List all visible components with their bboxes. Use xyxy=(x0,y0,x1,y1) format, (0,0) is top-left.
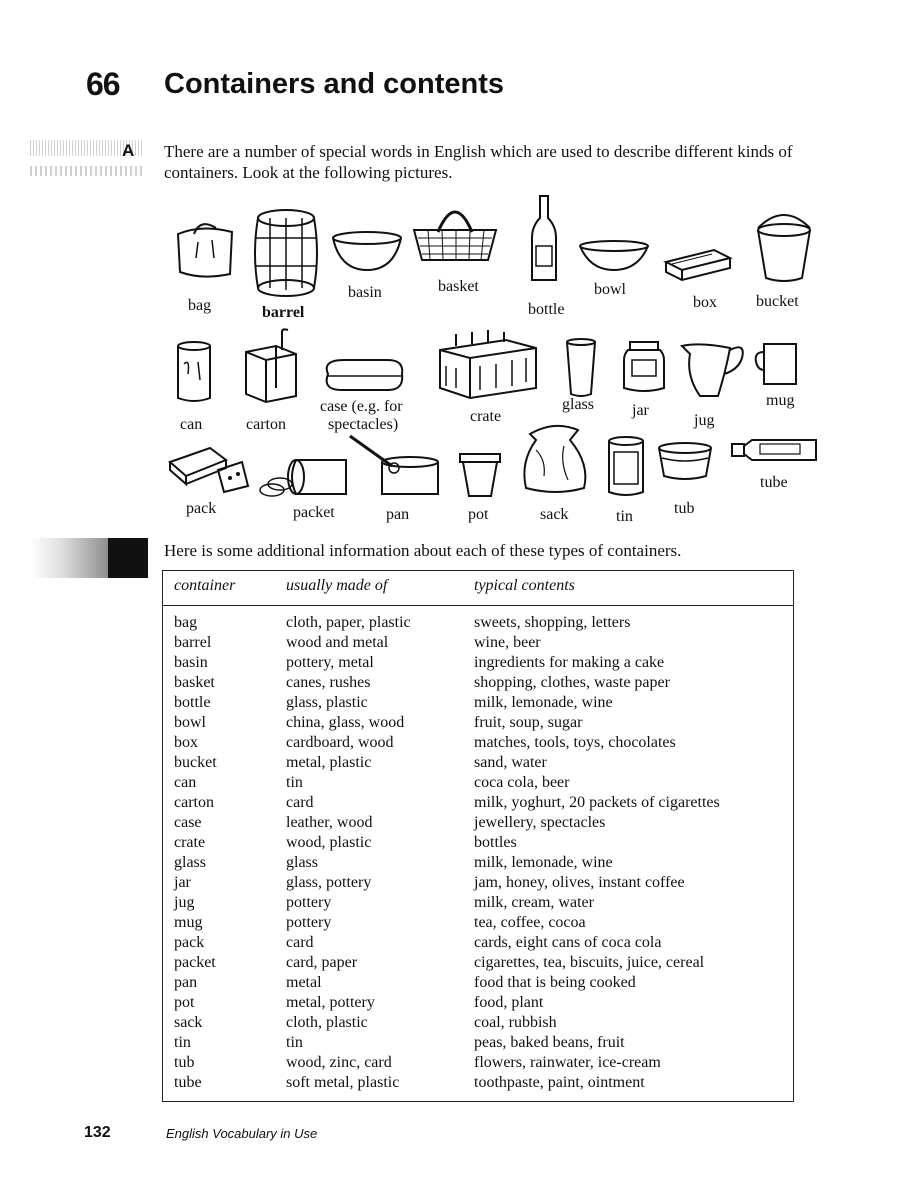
table-cell: flowers, rainwater, ice-cream xyxy=(474,1054,661,1071)
label-tin: tin xyxy=(616,508,633,525)
tube-icon xyxy=(730,436,820,464)
label-pot: pot xyxy=(468,506,489,523)
table-cell: carton xyxy=(174,794,214,811)
section-a-intro: There are a number of special words in English which are used to describe different kinds of containers. Look at the following pictures. xyxy=(164,142,793,182)
table-cell: soft metal, plastic xyxy=(286,1074,400,1091)
label-sack: sack xyxy=(540,506,569,523)
table-cell: matches, tools, toys, chocolates xyxy=(474,734,676,751)
pack-icon xyxy=(168,446,248,494)
table-cell: jug xyxy=(174,894,195,911)
table-cell: card, paper xyxy=(286,954,358,971)
label-barrel: barrel xyxy=(262,304,305,321)
can-icon xyxy=(174,340,214,404)
table-cell: toothpaste, paint, ointment xyxy=(474,1074,645,1091)
table-cell: glass xyxy=(286,854,318,871)
label-jug: jug xyxy=(694,412,715,429)
table-cell: coca cola, beer xyxy=(474,774,570,791)
table-cell: cigarettes, tea, biscuits, juice, cereal xyxy=(474,954,705,971)
table-cell: barrel xyxy=(174,634,212,651)
crate-icon xyxy=(436,330,540,400)
table-cell: basin xyxy=(174,654,208,671)
table-cell: wood, zinc, card xyxy=(286,1054,392,1071)
label-glass: glass xyxy=(562,396,594,413)
page-number: 132 xyxy=(84,1124,111,1141)
book-title: English Vocabulary in Use xyxy=(166,1126,318,1141)
table-cell: pot xyxy=(174,994,195,1011)
section-a-dots xyxy=(30,166,144,176)
table-cell: jewellery, spectacles xyxy=(474,814,606,831)
table-cell: china, glass, wood xyxy=(286,714,405,731)
section-a-letter: A xyxy=(122,141,135,160)
table-cell: pack xyxy=(174,934,205,951)
label-crate: crate xyxy=(470,408,502,425)
section-b-block xyxy=(108,538,148,578)
header-contents: typical contents xyxy=(474,577,575,594)
table-cell: case xyxy=(174,814,202,831)
glass-icon xyxy=(564,338,598,398)
basin-icon xyxy=(330,230,404,274)
packet-icon xyxy=(256,454,352,502)
bag-icon xyxy=(172,218,238,282)
table-cell: bottle xyxy=(174,694,211,711)
box-icon xyxy=(664,248,732,282)
label-jar: jar xyxy=(632,402,649,419)
table-cell: sand, water xyxy=(474,754,547,771)
pan-icon xyxy=(346,434,442,502)
table-cell: pottery, metal xyxy=(286,654,374,671)
table-cell: wood, plastic xyxy=(286,834,372,851)
table-cell: shopping, clothes, waste paper xyxy=(474,674,670,691)
pot-icon xyxy=(458,452,502,498)
tin-icon xyxy=(606,436,646,498)
section-b-intro: Here is some additional information about each of these types of containers. xyxy=(164,541,682,560)
table-cell: wine, beer xyxy=(474,634,541,651)
table-cell: milk, cream, water xyxy=(474,894,594,911)
table-cell: basket xyxy=(174,674,215,691)
table-cell: tin xyxy=(174,1034,191,1051)
container-pictures xyxy=(150,190,850,540)
table-cell: milk, lemonade, wine xyxy=(474,694,613,711)
table-cell: cardboard, wood xyxy=(286,734,394,751)
header-container: container xyxy=(174,577,236,594)
header-made-of: usually made of xyxy=(286,577,388,594)
table-cell: card xyxy=(286,934,314,951)
bucket-icon xyxy=(752,212,816,284)
unit-title: Containers and contents xyxy=(164,68,504,100)
basket-icon xyxy=(408,200,502,266)
mug-icon xyxy=(754,340,802,388)
column-contents xyxy=(474,613,720,1093)
table-cell: ingredients for making a cake xyxy=(474,654,665,671)
table-cell: food, plant xyxy=(474,994,544,1011)
table-cell: tin xyxy=(286,774,303,791)
label-bottle: bottle xyxy=(528,301,565,318)
table-cell: sack xyxy=(174,1014,203,1031)
bottle-icon xyxy=(528,194,560,284)
label-basket: basket xyxy=(438,278,479,295)
table-cell: metal, pottery xyxy=(286,994,375,1011)
table-cell: pottery xyxy=(286,894,332,911)
table-cell: tin xyxy=(286,1034,303,1051)
label-packet: packet xyxy=(293,504,335,521)
table-cell: pottery xyxy=(286,914,332,931)
label-tube: tube xyxy=(760,474,788,491)
unit-number: 66 xyxy=(86,66,120,102)
label-mug: mug xyxy=(766,392,795,409)
table-cell: peas, baked beans, fruit xyxy=(474,1034,625,1051)
table-cell: cloth, paper, plastic xyxy=(286,614,411,631)
label-pan: pan xyxy=(386,506,410,523)
table-header-divider xyxy=(162,605,794,606)
table-cell: pan xyxy=(174,974,198,991)
table-cell: packet xyxy=(174,954,216,971)
table-cell: glass, plastic xyxy=(286,694,368,711)
table-cell: milk, yoghurt, 20 packets of cigarettes xyxy=(474,794,720,811)
table-cell: tub xyxy=(174,1054,195,1071)
section-b-marker xyxy=(30,538,112,578)
table-cell: glass xyxy=(174,854,206,871)
table-cell: bucket xyxy=(174,754,217,771)
label-basin: basin xyxy=(348,284,382,301)
carton-icon xyxy=(242,328,300,404)
label-case: case (e.g. for xyxy=(320,398,403,415)
column-made-of xyxy=(286,613,411,1093)
label-pack: pack xyxy=(186,500,217,517)
table-cell: tube xyxy=(174,1074,202,1091)
label-bucket: bucket xyxy=(756,293,799,310)
table-cell: sweets, shopping, letters xyxy=(474,614,631,631)
table-cell: bag xyxy=(174,614,198,631)
table-cell: jar xyxy=(174,874,191,891)
table-cell: canes, rushes xyxy=(286,674,371,691)
table-cell: leather, wood xyxy=(286,814,373,831)
table-cell: food that is being cooked xyxy=(474,974,636,991)
table-cell: milk, lemonade, wine xyxy=(474,854,613,871)
jug-icon xyxy=(680,340,750,402)
jar-icon xyxy=(622,340,666,394)
table-cell: bottles xyxy=(474,834,517,851)
table-cell: cloth, plastic xyxy=(286,1014,368,1031)
column-container xyxy=(174,613,217,1093)
table-cell: mug xyxy=(174,914,203,931)
label-tub: tub xyxy=(674,500,695,517)
case-icon xyxy=(318,354,408,394)
tub-icon xyxy=(656,442,714,482)
label-bowl: bowl xyxy=(594,281,626,298)
table-cell: tea, coffee, cocoa xyxy=(474,914,586,931)
table-cell: metal xyxy=(286,974,322,991)
bowl-icon xyxy=(576,240,652,274)
table-cell: bowl xyxy=(174,714,206,731)
table-cell: metal, plastic xyxy=(286,754,372,771)
label-can: can xyxy=(180,416,203,433)
label-box: box xyxy=(693,294,717,311)
sack-icon xyxy=(516,420,594,496)
table-cell: can xyxy=(174,774,197,791)
table-cell: jam, honey, olives, instant coffee xyxy=(474,874,685,891)
barrel-icon xyxy=(254,208,318,298)
table-cell: box xyxy=(174,734,198,751)
table-cell: card xyxy=(286,794,314,811)
table-cell: coal, rubbish xyxy=(474,1014,557,1031)
table-cell: wood and metal xyxy=(286,634,389,651)
table-cell: glass, pottery xyxy=(286,874,372,891)
table-cell: cards, eight cans of coca cola xyxy=(474,934,662,951)
table-cell: crate xyxy=(174,834,206,851)
label-bag: bag xyxy=(188,297,212,314)
label-carton: carton xyxy=(246,416,286,433)
label-case-2: spectacles) xyxy=(328,416,399,433)
table-cell: fruit, soup, sugar xyxy=(474,714,583,731)
